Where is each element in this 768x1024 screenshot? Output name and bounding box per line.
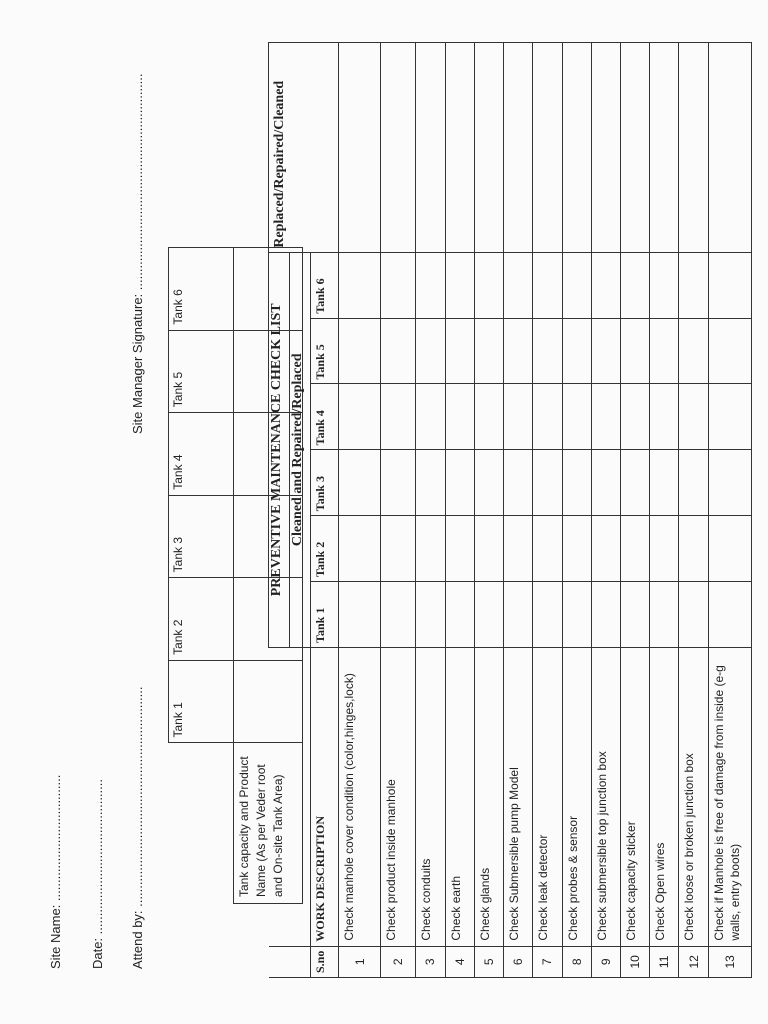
row-number: 8 [562,946,591,977]
tank-check-cell[interactable] [533,384,562,450]
tank-check-cell[interactable] [679,252,708,318]
replaced-cell[interactable] [533,43,562,253]
signature-label: Site Manager Signature: [130,290,145,434]
replaced-cell[interactable] [620,43,649,253]
attend-by-blank: ............................................................. [130,686,145,907]
tank-check-cell[interactable] [504,582,533,648]
tank-capacity-description: Tank capacity and Product Name (As per Veder root and On-site Tank Area) [233,743,302,904]
tank-header: Tank 3 [169,495,234,578]
replaced-cell[interactable] [591,43,620,253]
tank-check-cell[interactable] [416,384,445,450]
work-description: Check Open wires [650,647,679,946]
row-number: 2 [381,946,416,977]
tank-header: Tank 1 [311,582,339,648]
row-number: 9 [591,946,620,977]
tank-header: Tank 5 [169,330,234,413]
tank-check-cell[interactable] [381,384,416,450]
row-number: 3 [416,946,445,977]
tank-capacity-header-row [169,248,234,904]
replaced-cell[interactable] [650,43,679,253]
tank-header: Tank 6 [169,248,234,331]
tank-check-cell[interactable] [591,516,620,582]
checklist-row [504,43,533,978]
tank-check-cell[interactable] [679,450,708,516]
tank-check-cell[interactable] [650,384,679,450]
site-name-blank: ................................... [48,774,63,902]
tank-header: Tank 5 [311,318,339,384]
work-description: Check manhole cover condition (color,hinges,lock) [339,647,381,946]
row-number: 6 [504,946,533,977]
tank-check-cell[interactable] [416,450,445,516]
checklist-rows [339,43,752,978]
cleaned-repaired-header: Cleaned and Repaired/Replaced [290,252,311,647]
tank-check-cell[interactable] [504,450,533,516]
tank-check-cell[interactable] [381,252,416,318]
tank-check-cell[interactable] [533,450,562,516]
tank-check-cell[interactable] [679,582,708,648]
signature-blank: ............................................................ [130,73,145,291]
replaced-cell[interactable] [381,43,416,253]
tank-check-cell[interactable] [620,450,649,516]
row-number: 5 [474,946,503,977]
replaced-cell[interactable] [339,43,381,253]
work-description: Check glands [474,647,503,946]
tank-check-cell[interactable] [591,384,620,450]
tank-check-cell[interactable] [679,318,708,384]
checklist-row [679,43,708,978]
tank-header: Tank 4 [169,413,234,496]
tank-check-cell[interactable] [504,318,533,384]
tank-check-cell[interactable] [679,516,708,582]
tank-check-cell[interactable] [591,582,620,648]
tank-check-cell[interactable] [504,516,533,582]
site-name-label: Site Name: [48,901,63,969]
tank-header: Tank 2 [311,516,339,582]
tank-check-cell[interactable] [620,582,649,648]
checklist-row [416,43,445,978]
tank-check-cell[interactable] [504,252,533,318]
replaced-header: Replaced/Repaired/Cleaned [269,43,339,253]
replaced-cell[interactable] [708,43,751,253]
row-number: 13 [708,946,751,977]
tank-check-cell[interactable] [708,252,751,318]
tank-check-cell[interactable] [474,252,503,318]
tank-check-cell[interactable] [474,516,503,582]
tank-check-cell[interactable] [339,318,381,384]
work-description: Check earth [445,647,474,946]
tank-header: Tank 3 [311,450,339,516]
tank-check-cell[interactable] [620,318,649,384]
tank-check-cell[interactable] [445,252,474,318]
tank-check-cell[interactable] [620,384,649,450]
tank-check-cell[interactable] [620,516,649,582]
replaced-cell[interactable] [504,43,533,253]
tank-check-cell[interactable] [533,582,562,648]
checklist-row [708,43,751,978]
tank-check-cell[interactable] [562,450,591,516]
work-description-header: WORK DESCRIPTION [311,647,339,946]
row-number: 1 [339,946,381,977]
work-description: Check product inside manhole [381,647,416,946]
tank-header: Tank 6 [311,252,339,318]
work-description: Check if Manhole is free of damage from inside (e-g walls, entry boots) [708,647,751,946]
tank-check-cell[interactable] [474,582,503,648]
tank-check-cell[interactable] [591,252,620,318]
checklist-row [620,43,649,978]
tank-check-cell[interactable] [533,516,562,582]
tank-check-cell[interactable] [708,318,751,384]
checklist-row [650,43,679,978]
tank-check-cell[interactable] [620,252,649,318]
tank-check-cell[interactable] [445,450,474,516]
work-description: Check Submersible pump Model [504,647,533,946]
checklist-row [445,43,474,978]
row-number: 11 [650,946,679,977]
work-description: Check leak detector [533,647,562,946]
site-name-line [48,775,63,969]
attend-by-line [130,687,145,969]
row-number: 7 [533,946,562,977]
work-description: Check loose or broken junction box [679,647,708,946]
checklist-row [474,43,503,978]
tank-check-cell[interactable] [562,252,591,318]
checklist-title-row [269,43,290,978]
checklist-row [533,43,562,978]
checklist-title: PREVENTIVE MAINTENANCE CHECK LIST [269,252,290,647]
checklist-row [339,43,381,978]
tank-capacity-corner [169,743,234,904]
tank-check-cell[interactable] [445,384,474,450]
tank-check-cell[interactable] [339,582,381,648]
work-description: Check probes & sensor [562,647,591,946]
work-description: Check submersible top junction box [591,647,620,946]
tank-check-cell[interactable] [416,516,445,582]
tank-check-cell[interactable] [381,516,416,582]
replaced-cell[interactable] [474,43,503,253]
tank-check-cell[interactable] [562,582,591,648]
tank-check-cell[interactable] [679,384,708,450]
date-label: Date: [90,934,105,969]
tank-check-cell[interactable] [381,318,416,384]
checklist-row [381,43,416,978]
tank-check-cell[interactable] [339,450,381,516]
tank-check-cell[interactable] [562,318,591,384]
tank-check-cell[interactable] [504,384,533,450]
row-number: 12 [679,946,708,977]
replaced-cell[interactable] [562,43,591,253]
tank-check-cell[interactable] [591,318,620,384]
tank-header: Tank 4 [311,384,339,450]
tank-check-cell[interactable] [650,516,679,582]
checklist-row [591,43,620,978]
replaced-cell[interactable] [679,43,708,253]
tank-check-cell[interactable] [445,516,474,582]
tank-check-cell[interactable] [339,516,381,582]
row-number: 10 [620,946,649,977]
tank-header: Tank 1 [169,660,234,743]
row-number: 4 [445,946,474,977]
tank-check-cell[interactable] [650,450,679,516]
tank-check-cell[interactable] [445,582,474,648]
tank-check-cell[interactable] [562,384,591,450]
tank-check-cell[interactable] [533,252,562,318]
tank-check-cell[interactable] [339,252,381,318]
tank-check-cell[interactable] [708,582,751,648]
tank-check-cell[interactable] [708,384,751,450]
tank-check-cell[interactable] [650,582,679,648]
tank-check-cell[interactable] [562,516,591,582]
tank-check-cell[interactable] [339,384,381,450]
tank-check-cell[interactable] [708,450,751,516]
signature-line [130,73,145,434]
date-blank: ........................................... [90,779,105,935]
tank-check-cell[interactable] [650,252,679,318]
attend-by-label: Attend by: [130,906,145,969]
tank-check-cell[interactable] [416,252,445,318]
tank-check-cell[interactable] [474,384,503,450]
tank-check-cell[interactable] [708,516,751,582]
checklist-row [562,43,591,978]
tank-check-cell[interactable] [474,318,503,384]
tank-check-cell[interactable] [445,318,474,384]
tank-check-cell[interactable] [650,318,679,384]
tank-header: Tank 2 [169,578,234,661]
tank-check-cell[interactable] [416,318,445,384]
tank-check-cell[interactable] [416,582,445,648]
replaced-cell[interactable] [416,43,445,253]
work-description: Check capacity sticker [620,647,649,946]
tank-check-cell[interactable] [591,450,620,516]
tank-check-cell[interactable] [533,318,562,384]
work-description: Check conduits [416,647,445,946]
tank-check-cell[interactable] [474,450,503,516]
sno-header: S.no [311,946,339,977]
tank-check-cell[interactable] [381,582,416,648]
date-line [90,779,105,969]
maintenance-checklist-table [268,42,752,978]
tank-check-cell[interactable] [381,450,416,516]
replaced-cell[interactable] [445,43,474,253]
